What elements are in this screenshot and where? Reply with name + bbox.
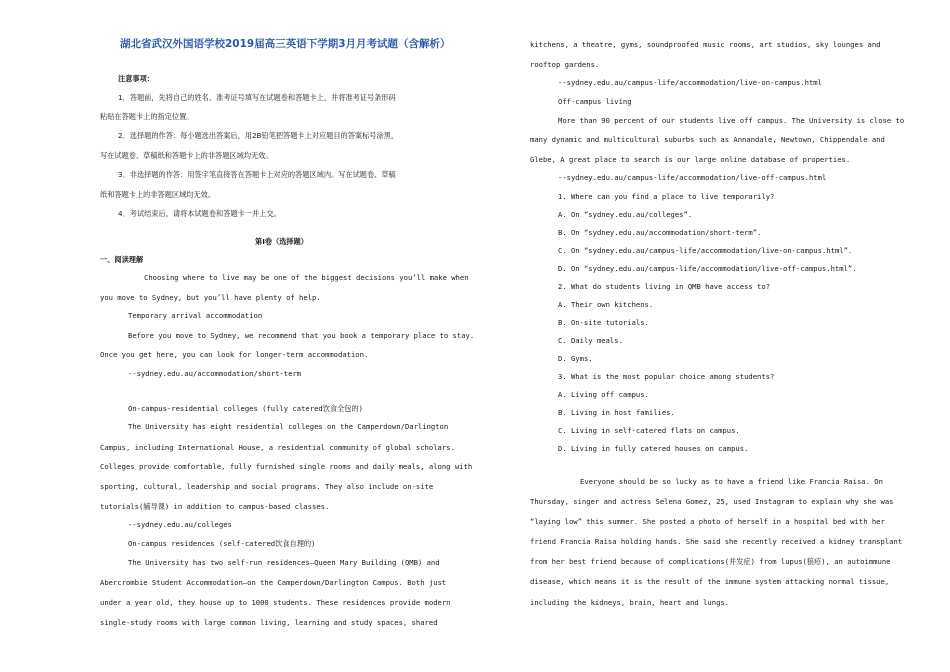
passage-line: Glebe, A great place to search is our large online database of properties. (530, 155, 851, 164)
passage-line: single-study rooms with large common living, learning and study spaces, shared (100, 618, 438, 627)
question-option: B. On “sydney.edu.au/accommodation/short-term”. (558, 228, 762, 237)
passage-line: Temporary arrival accommodation (128, 311, 263, 320)
passage-line: from her best friend because of complications(并发症) from lupus(狼疮), an autoimmune (530, 557, 891, 566)
question-option: B. Living in host families. (558, 408, 675, 417)
notice-line: 粘贴在答题卡上的指定位置。 (100, 112, 194, 121)
passage-line: kitchens, a theatre, gyms, soundproofed music rooms, art studios, sky lounges and (530, 40, 881, 49)
passage-line: rooftop gardens. (530, 60, 600, 69)
question-option: A. Living off campus. (558, 390, 649, 399)
passage-line: you move to Sydney, but you’ll have plenty of help. (100, 293, 321, 302)
question-2: 2. What do students living in QMB have access to? (558, 282, 771, 291)
passage-line: many dynamic and multicultural suburbs such as Annandale, Newtown, Chippendale and (530, 135, 885, 144)
question-option: A. Their own kitchens. (558, 300, 654, 309)
passage-line: --sydney.edu.au/campus-life/accommodation/live-on-campus.html (558, 78, 822, 87)
question-option: C. Living in self-catered flats on campus. (558, 426, 740, 435)
section-title: 第Ⅰ卷（选择题） (255, 237, 308, 246)
passage-line: On-campus-residential colleges (fully catered饮食全包的) (128, 404, 363, 413)
notice-line: 1．答题前，先将自己的姓名、准考证号填写在试题卷和答题卡上，并将准考证号条形码 (118, 93, 396, 102)
passage-line: Choosing where to live may be one of the biggest decisions you’ll make when (144, 273, 469, 282)
question-option: B. On-site tutorials. (558, 318, 649, 327)
question-option: C. On “sydney.edu.au/campus-life/accommodation/live-on-campus.html”. (558, 246, 853, 255)
passage-line: More than 90 percent of our students live off campus. The University is close to (558, 116, 905, 125)
passage-line: --sydney.edu.au/colleges (128, 520, 232, 529)
passage-line: Off-campus living (558, 97, 632, 106)
question-option: D. Gyms. (558, 354, 593, 363)
passage-line: Once you get here, you can look for longer-term accommodation. (100, 350, 369, 359)
passage-line: tutorials(辅导课) in addition to campus-based classes. (100, 502, 330, 511)
passage-line: Campus, including International House, a residential community of global scholars. (100, 443, 455, 452)
passage-line: Colleges provide comfortable, fully furnished single rooms and daily meals, along with (100, 462, 473, 471)
notice-line: 写在试题卷、草稿纸和答题卡上的非答题区域均无效。 (100, 151, 273, 160)
passage-line: Before you move to Sydney, we recommend that you book a temporary place to stay. (128, 331, 475, 340)
notice-line: 纸和答题卡上的非答题区域均无效。 (100, 190, 216, 199)
question-option: D. On “sydney.edu.au/campus-life/accommodation/live-off-campus.html”. (558, 264, 857, 273)
part-heading: 一、阅读理解 (100, 255, 144, 264)
passage-line: sporting, cultural, leadership and social programs. They also include on-site (100, 482, 434, 491)
notice-line: 4．考试结束后，请将本试题卷和答题卡一并上交。 (118, 209, 281, 218)
passage-line: “laying low” this summer. She posted a photo of herself in a hospital bed with her (530, 517, 885, 526)
passage-line: Everyone should be so lucky as to have a friend like Francia Raisa. On (580, 477, 883, 486)
passage-line: The University has two self-run residences—Queen Mary Building (QMB) and (128, 558, 440, 567)
question-option: C. Daily meals. (558, 336, 623, 345)
passage-line: under a year old, they house up to 1000 students. These residences provide modern (100, 598, 451, 607)
notice-line: 2．选择题的作答：每小题选出答案后，用2B铅笔把答题卡上对应题目的答案标号涂黑， (118, 131, 399, 140)
passage-line: On-campus residences (self-catered饮食自理的) (128, 539, 316, 548)
notice-line: 3．非选择题的作答：用签字笔直接答在答题卡上对应的答题区域内。写在试题卷、草稿 (118, 170, 396, 179)
passage-line: --sydney.edu.au/accommodation/short-term (128, 369, 302, 378)
notice-heading: 注意事项： (118, 74, 154, 83)
question-1: 1. Where can you find a place to live temporarily? (558, 192, 775, 201)
page-title: 湖北省武汉外国语学校2019届高三英语下学期3月月考试题（含解析） (120, 38, 451, 50)
passage-line: Abercrombie Student Accommodation—on the Camperdown/Darlington Campus. Both just (100, 578, 447, 587)
passage-line: The University has eight residential colleges on the Camperdown/Darlington (128, 422, 449, 431)
passage-line: including the kidneys, brain, heart and lungs. (530, 598, 730, 607)
passage-line: friend Francia Raisa holding hands. She said she recently received a kidney transplant (530, 537, 903, 546)
passage-line: disease, which means it is the result of the immune system attacking normal tissue, (530, 577, 890, 586)
passage-line: Thursday, singer and actress Selena Gomez, 25, used Instagram to explain why she was (530, 497, 894, 506)
passage-line: --sydney.edu.au/campus-life/accommodation/live-off-campus.html (558, 173, 827, 182)
question-option: D. Living in fully catered houses on campus. (558, 444, 749, 453)
question-option: A. On “sydney.edu.au/colleges”. (558, 210, 693, 219)
question-3: 3. What is the most popular choice among students? (558, 372, 775, 381)
